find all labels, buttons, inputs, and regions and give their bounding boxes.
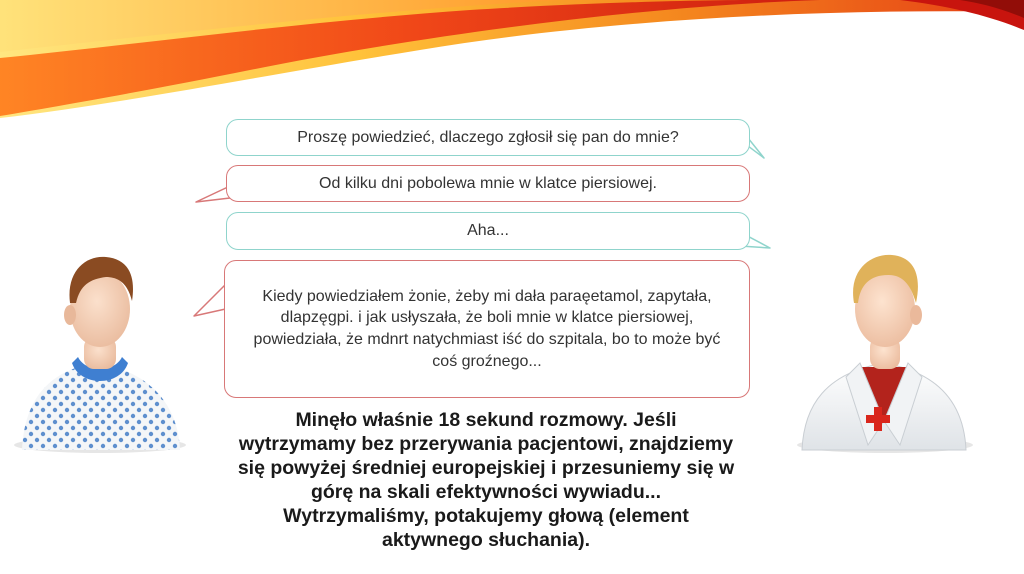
- patient-reply-bubble-2: [224, 260, 750, 398]
- patient-reply-text-1: Od kilku dni pobolewa mnie w klatce piersiowej.: [319, 174, 657, 192]
- patient-avatar-icon: [10, 245, 190, 455]
- narration-text: Minęło właśnie 18 sekund rozmowy. Jeśli wytrzymamy bez przerywania pacjentowi, znajdziemy się powyżej średniej europejskiej i przesuniemy się w górę na skali efektywności wywiadu... Wytrzymaliśmy, potakujemy głową (element aktywnego słuchania).: [237, 409, 735, 551]
- doctor-ack-bubble: [226, 212, 750, 250]
- patient-reply-text-2: Kiedy powiedziałem żonie, żeby mi dała parаęetamol, zapytała, dlapzęgpi. i jak usłyszała, że boli mnie w klatce piersiowej, powiedziała, że mdnrt natychmiast iść do szpitala, bo to może być coś groźnego...: [253, 287, 721, 370]
- doctor-question-text: Proszę powiedzieć, dlaczego zgłosił się pan do mnie?: [297, 128, 679, 146]
- doctor-ack-text: Aha...: [467, 222, 509, 240]
- doctor-question-bubble: [226, 119, 750, 156]
- doctor-avatar-icon: [790, 245, 980, 455]
- patient-reply-bubble-1: [226, 165, 750, 202]
